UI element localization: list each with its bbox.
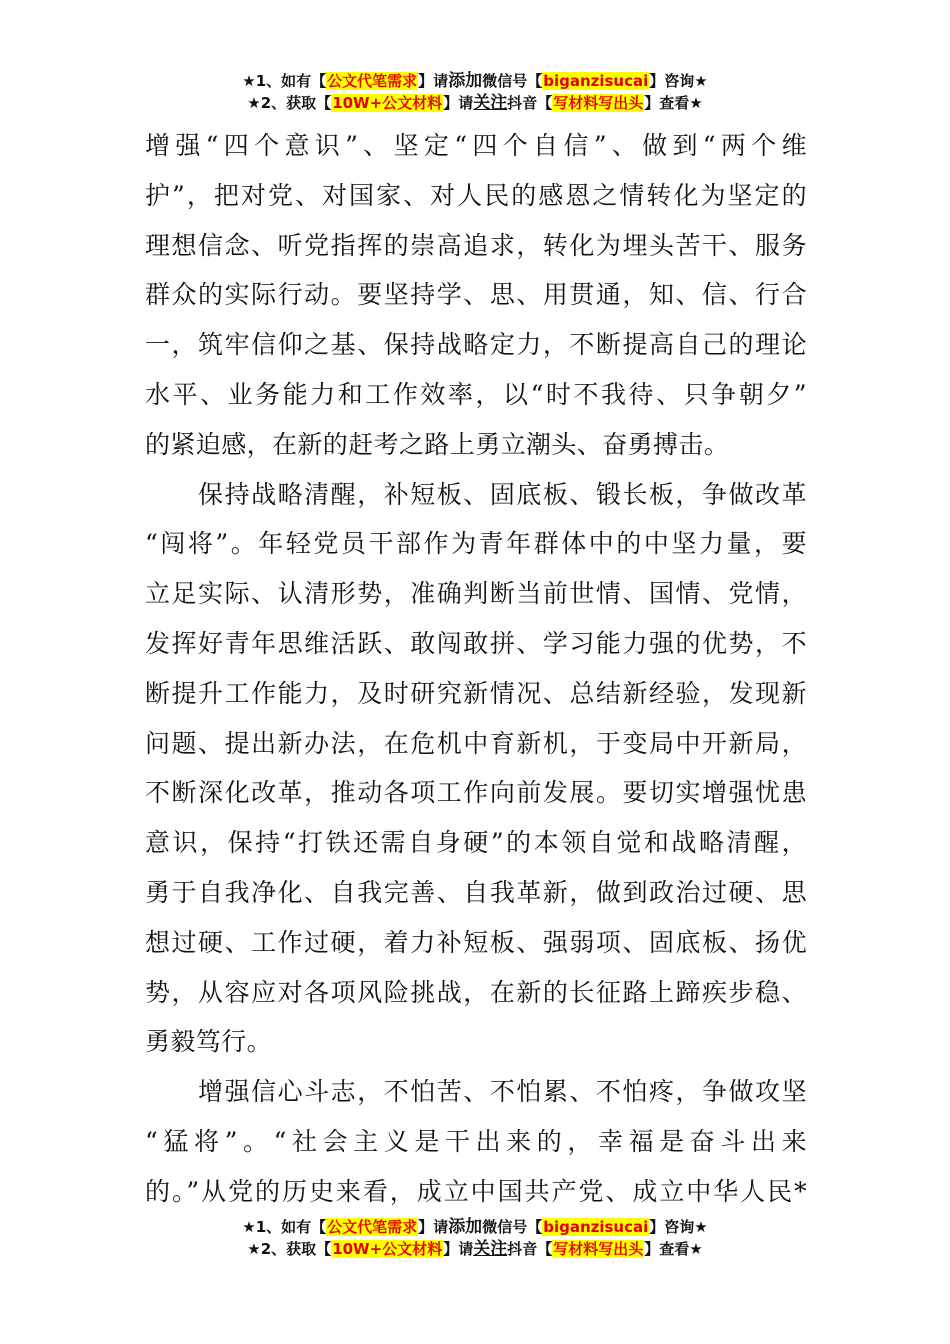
highlight-wechat-id: biganzisucai bbox=[543, 1218, 649, 1236]
text-line: 增强信心斗志，不怕苦、不怕累、不怕疼，争做攻坚 bbox=[145, 1077, 807, 1107]
banner-line-1 bbox=[0, 1216, 950, 1238]
text-line: 保持战略清醒，补短板、固底板、锻长板，争做改革 bbox=[145, 479, 807, 509]
banner-emphasis: 添加 bbox=[448, 1217, 483, 1237]
banner-text: 】请 bbox=[443, 94, 474, 112]
text-line: “闯将”。年轻党员干部作为青年群体中的中坚力量，要 bbox=[145, 529, 807, 559]
text-line: 群众的实际行动。要坚持学、思、用贯通，知、信、行合 bbox=[145, 280, 807, 310]
banner-line-1 bbox=[0, 70, 950, 92]
highlight-materials: 10W+公文材料 bbox=[332, 1240, 443, 1258]
banner-text: 】查看★ bbox=[644, 1240, 703, 1258]
banner-text: ★2、获取【 bbox=[247, 94, 332, 112]
text-line: 勇毅笃行。 bbox=[145, 1027, 273, 1057]
text-line: 增强“四个意识”、坚定“四个自信”、做到“两个维 bbox=[145, 131, 807, 160]
text-line: “猛将”。“社会主义是干出来的，幸福是奋斗出来 bbox=[145, 1126, 807, 1156]
banner-emphasis: 添加 bbox=[448, 71, 483, 91]
highlight-wechat-id: biganzisucai bbox=[543, 72, 649, 90]
banner-text: 微信号【 bbox=[482, 72, 543, 90]
text-line: 的。”从党的历史来看，成立中国共产党、成立中华人民* bbox=[145, 1176, 807, 1206]
banner-text: 】请 bbox=[443, 1240, 474, 1258]
text-line: 勇于自我净化、自我完善、自我革新，做到政治过硬、思 bbox=[145, 877, 807, 907]
banner-emphasis: 关注 bbox=[473, 93, 508, 113]
text-line: 不断深化改革，推动各项工作向前发展。要切实增强忧患 bbox=[145, 778, 807, 808]
banner-line-2 bbox=[0, 1238, 950, 1260]
text-line: 护”，把对党、对国家、对人民的感恩之情转化为坚定的 bbox=[145, 180, 807, 210]
highlight-ghostwriting: 公文代笔需求 bbox=[327, 1218, 418, 1236]
banner-text: 】咨询★ bbox=[649, 1218, 708, 1236]
text-line: 水平、业务能力和工作效率，以“时不我待、只争朝夕” bbox=[145, 379, 807, 409]
document-body bbox=[145, 121, 807, 1217]
footer-banner bbox=[0, 1216, 950, 1260]
header-banner bbox=[0, 70, 950, 114]
banner-text: 】咨询★ bbox=[649, 72, 708, 90]
banner-text: 微信号【 bbox=[482, 1218, 543, 1236]
banner-text: 】请 bbox=[418, 72, 449, 90]
banner-text: 】查看★ bbox=[644, 94, 703, 112]
highlight-douyin: 写材料写出头 bbox=[553, 1240, 644, 1258]
banner-text: ★1、如有【 bbox=[242, 72, 327, 90]
highlight-materials: 10W+公文材料 bbox=[332, 94, 443, 112]
text-line: 想过硬、工作过硬，着力补短板、强弱项、固底板、扬优 bbox=[145, 927, 807, 957]
text-line: 发挥好青年思维活跃、敢闯敢拼、学习能力强的优势，不 bbox=[145, 628, 807, 658]
banner-text: 】请 bbox=[418, 1218, 449, 1236]
highlight-ghostwriting: 公文代笔需求 bbox=[327, 72, 418, 90]
banner-line-2 bbox=[0, 92, 950, 114]
banner-emphasis: 关注 bbox=[473, 1239, 508, 1259]
banner-text: ★2、获取【 bbox=[247, 1240, 332, 1258]
text-line: 问题、提出新办法，在危机中育新机，于变局中开新局， bbox=[145, 728, 807, 758]
highlight-douyin: 写材料写出头 bbox=[553, 94, 644, 112]
text-line: 立足实际、认清形势，准确判断当前世情、国情、党情， bbox=[145, 579, 807, 609]
text-line: 势，从容应对各项风险挑战，在新的长征路上蹄疾步稳、 bbox=[145, 977, 807, 1007]
banner-text: ★1、如有【 bbox=[242, 1218, 327, 1236]
text-line: 意识，保持“打铁还需自身硬”的本领自觉和战略清醒， bbox=[145, 828, 807, 858]
text-line: 断提升工作能力，及时研究新情况、总结新经验，发现新 bbox=[145, 678, 807, 708]
banner-text: 抖音【 bbox=[507, 1240, 553, 1258]
text-line: 理想信念、听党指挥的崇高追求，转化为埋头苦干、服务 bbox=[145, 230, 807, 260]
text-line: 一，筑牢信仰之基、保持战略定力，不断提高自己的理论 bbox=[145, 330, 807, 360]
banner-text: 抖音【 bbox=[507, 94, 553, 112]
text-line: 的紧迫感，在新的赶考之路上勇立潮头、奋勇搏击。 bbox=[145, 429, 730, 459]
